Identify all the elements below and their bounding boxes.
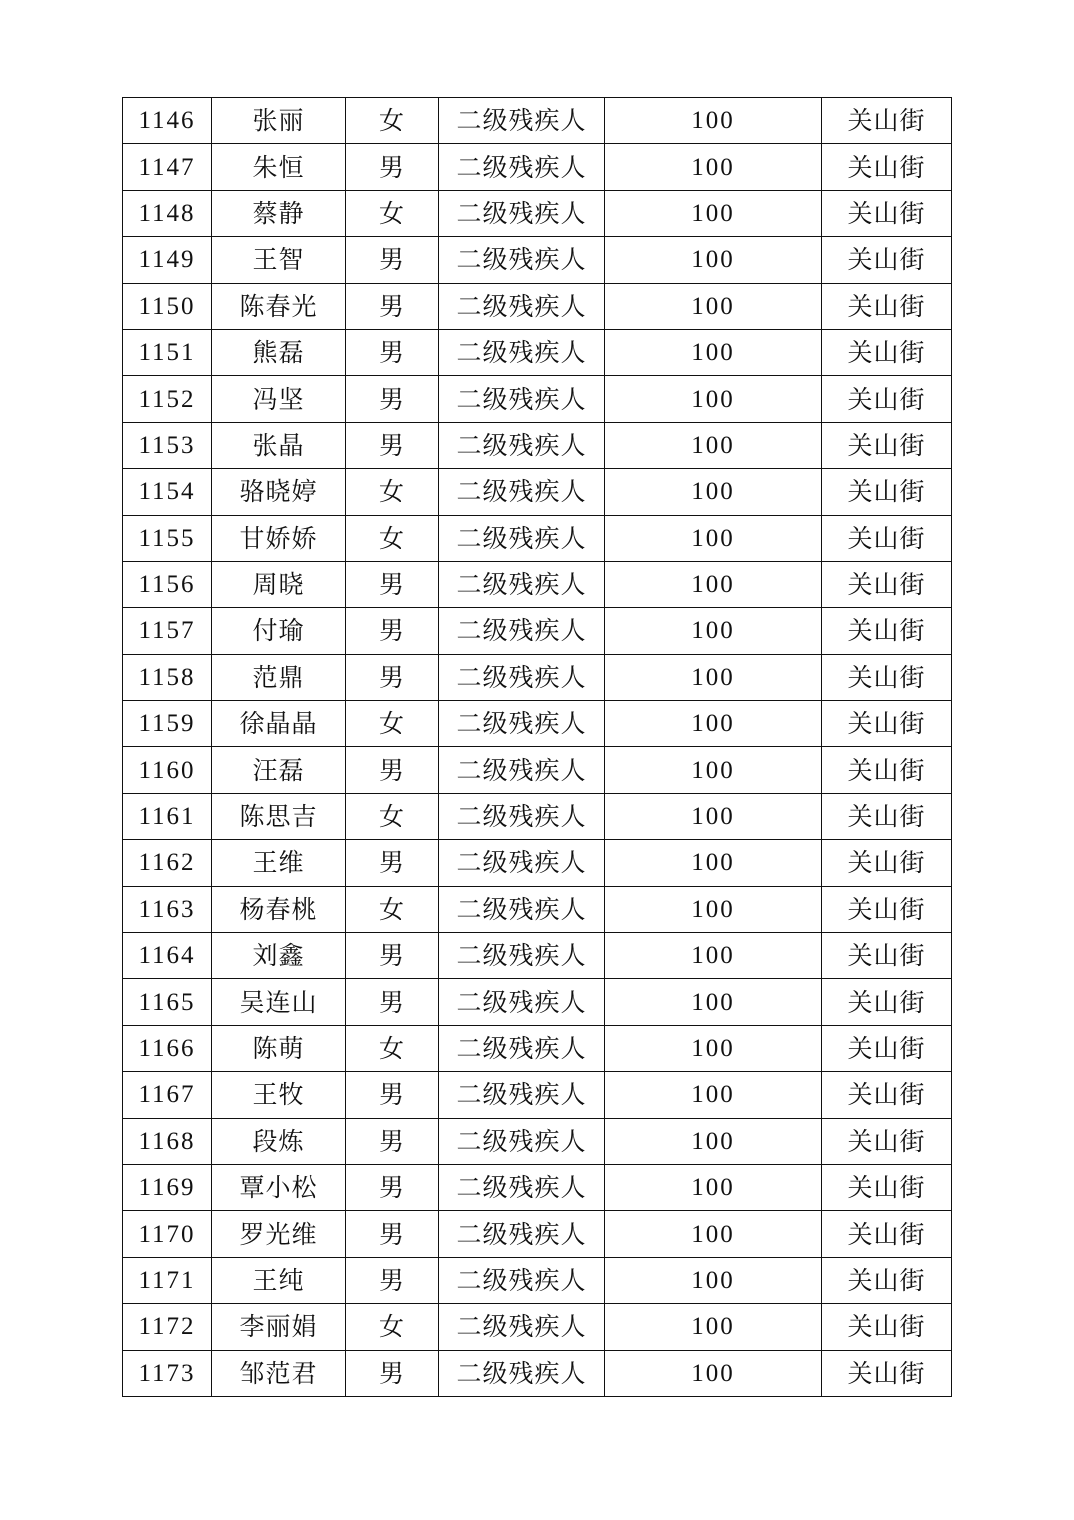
table-row — [123, 933, 952, 979]
gender-cell: 男 — [346, 1164, 439, 1210]
gender-cell: 男 — [346, 1211, 439, 1257]
name-cell: 张晶 — [212, 422, 346, 468]
street-cell: 关山街 — [822, 98, 952, 144]
disability-level-cell: 二级残疾人 — [439, 933, 605, 979]
street-cell: 关山街 — [822, 237, 952, 283]
name-cell: 吴连山 — [212, 979, 346, 1025]
street-cell: 关山街 — [822, 886, 952, 932]
disability-level-cell: 二级残疾人 — [439, 1211, 605, 1257]
disability-level-cell: 二级残疾人 — [439, 747, 605, 793]
amount-cell: 100 — [605, 1211, 822, 1257]
name-cell: 李丽娟 — [212, 1304, 346, 1350]
street-cell: 关山街 — [822, 422, 952, 468]
amount-cell: 100 — [605, 886, 822, 932]
table-body — [123, 98, 952, 1397]
street-cell: 关山街 — [822, 515, 952, 561]
street-cell: 关山街 — [822, 701, 952, 747]
table-row — [123, 190, 952, 236]
street-cell: 关山街 — [822, 1304, 952, 1350]
name-cell: 王纯 — [212, 1257, 346, 1303]
disability-level-cell: 二级残疾人 — [439, 1072, 605, 1118]
amount-cell: 100 — [605, 1304, 822, 1350]
amount-cell: 100 — [605, 1164, 822, 1210]
disability-level-cell: 二级残疾人 — [439, 283, 605, 329]
amount-cell: 100 — [605, 1025, 822, 1071]
disability-level-cell: 二级残疾人 — [439, 701, 605, 747]
disability-level-cell: 二级残疾人 — [439, 1257, 605, 1303]
street-cell: 关山街 — [822, 561, 952, 607]
serial-number-cell: 1157 — [123, 608, 212, 654]
gender-cell: 女 — [346, 190, 439, 236]
disability-level-cell: 二级残疾人 — [439, 979, 605, 1025]
gender-cell: 男 — [346, 608, 439, 654]
amount-cell: 100 — [605, 979, 822, 1025]
disability-level-cell: 二级残疾人 — [439, 1350, 605, 1396]
gender-cell: 女 — [346, 98, 439, 144]
gender-cell: 女 — [346, 793, 439, 839]
disability-level-cell: 二级残疾人 — [439, 561, 605, 607]
name-cell: 覃小松 — [212, 1164, 346, 1210]
table-row — [123, 469, 952, 515]
serial-number-cell: 1168 — [123, 1118, 212, 1164]
table-row — [123, 608, 952, 654]
disability-level-cell: 二级残疾人 — [439, 329, 605, 375]
disability-level-cell: 二级残疾人 — [439, 793, 605, 839]
disability-level-cell: 二级残疾人 — [439, 422, 605, 468]
serial-number-cell: 1163 — [123, 886, 212, 932]
gender-cell: 女 — [346, 515, 439, 561]
name-cell: 汪磊 — [212, 747, 346, 793]
table-row — [123, 283, 952, 329]
table-row — [123, 329, 952, 375]
street-cell: 关山街 — [822, 1164, 952, 1210]
gender-cell: 女 — [346, 469, 439, 515]
name-cell: 陈萌 — [212, 1025, 346, 1071]
street-cell: 关山街 — [822, 793, 952, 839]
table-row — [123, 1350, 952, 1396]
gender-cell: 男 — [346, 1350, 439, 1396]
name-cell: 王智 — [212, 237, 346, 283]
serial-number-cell: 1169 — [123, 1164, 212, 1210]
amount-cell: 100 — [605, 747, 822, 793]
serial-number-cell: 1159 — [123, 701, 212, 747]
name-cell: 陈春光 — [212, 283, 346, 329]
amount-cell: 100 — [605, 515, 822, 561]
amount-cell: 100 — [605, 793, 822, 839]
serial-number-cell: 1152 — [123, 376, 212, 422]
table-row — [123, 1164, 952, 1210]
serial-number-cell: 1149 — [123, 237, 212, 283]
gender-cell: 男 — [346, 283, 439, 329]
gender-cell: 女 — [346, 701, 439, 747]
name-cell: 张丽 — [212, 98, 346, 144]
street-cell: 关山街 — [822, 190, 952, 236]
name-cell: 徐晶晶 — [212, 701, 346, 747]
serial-number-cell: 1165 — [123, 979, 212, 1025]
amount-cell: 100 — [605, 283, 822, 329]
street-cell: 关山街 — [822, 1025, 952, 1071]
gender-cell: 男 — [346, 979, 439, 1025]
serial-number-cell: 1161 — [123, 793, 212, 839]
name-cell: 杨春桃 — [212, 886, 346, 932]
amount-cell: 100 — [605, 469, 822, 515]
street-cell: 关山街 — [822, 933, 952, 979]
table-row — [123, 886, 952, 932]
table-row — [123, 237, 952, 283]
street-cell: 关山街 — [822, 1211, 952, 1257]
amount-cell: 100 — [605, 144, 822, 190]
gender-cell: 男 — [346, 1072, 439, 1118]
amount-cell: 100 — [605, 376, 822, 422]
name-cell: 付瑜 — [212, 608, 346, 654]
name-cell: 王维 — [212, 840, 346, 886]
amount-cell: 100 — [605, 561, 822, 607]
street-cell: 关山街 — [822, 144, 952, 190]
table-row — [123, 747, 952, 793]
gender-cell: 男 — [346, 1257, 439, 1303]
table-row — [123, 422, 952, 468]
amount-cell: 100 — [605, 1118, 822, 1164]
disability-level-cell: 二级残疾人 — [439, 515, 605, 561]
serial-number-cell: 1153 — [123, 422, 212, 468]
disability-level-cell: 二级残疾人 — [439, 469, 605, 515]
table-row — [123, 144, 952, 190]
serial-number-cell: 1166 — [123, 1025, 212, 1071]
disability-level-cell: 二级残疾人 — [439, 886, 605, 932]
serial-number-cell: 1172 — [123, 1304, 212, 1350]
disability-level-cell: 二级残疾人 — [439, 1025, 605, 1071]
street-cell: 关山街 — [822, 1072, 952, 1118]
name-cell: 范鼎 — [212, 654, 346, 700]
disability-level-cell: 二级残疾人 — [439, 237, 605, 283]
amount-cell: 100 — [605, 329, 822, 375]
disability-level-cell: 二级残疾人 — [439, 1304, 605, 1350]
amount-cell: 100 — [605, 1072, 822, 1118]
serial-number-cell: 1158 — [123, 654, 212, 700]
amount-cell: 100 — [605, 190, 822, 236]
table-row — [123, 793, 952, 839]
table-row — [123, 561, 952, 607]
gender-cell: 男 — [346, 329, 439, 375]
serial-number-cell: 1173 — [123, 1350, 212, 1396]
gender-cell: 男 — [346, 144, 439, 190]
street-cell: 关山街 — [822, 1350, 952, 1396]
street-cell: 关山街 — [822, 840, 952, 886]
serial-number-cell: 1170 — [123, 1211, 212, 1257]
disability-level-cell: 二级残疾人 — [439, 376, 605, 422]
street-cell: 关山街 — [822, 747, 952, 793]
name-cell: 甘娇娇 — [212, 515, 346, 561]
serial-number-cell: 1148 — [123, 190, 212, 236]
table-row — [123, 1211, 952, 1257]
amount-cell: 100 — [605, 701, 822, 747]
name-cell: 陈思吉 — [212, 793, 346, 839]
recipient-table — [122, 97, 952, 1397]
gender-cell: 男 — [346, 654, 439, 700]
table-row — [123, 376, 952, 422]
table-row — [123, 1118, 952, 1164]
gender-cell: 男 — [346, 237, 439, 283]
table-row — [123, 701, 952, 747]
disability-level-cell: 二级残疾人 — [439, 654, 605, 700]
gender-cell: 男 — [346, 747, 439, 793]
serial-number-cell: 1146 — [123, 98, 212, 144]
table-row — [123, 1257, 952, 1303]
serial-number-cell: 1155 — [123, 515, 212, 561]
gender-cell: 男 — [346, 561, 439, 607]
table-row — [123, 654, 952, 700]
serial-number-cell: 1151 — [123, 329, 212, 375]
disability-level-cell: 二级残疾人 — [439, 98, 605, 144]
gender-cell: 男 — [346, 840, 439, 886]
table-row — [123, 979, 952, 1025]
street-cell: 关山街 — [822, 283, 952, 329]
amount-cell: 100 — [605, 933, 822, 979]
name-cell: 段炼 — [212, 1118, 346, 1164]
street-cell: 关山街 — [822, 469, 952, 515]
amount-cell: 100 — [605, 840, 822, 886]
serial-number-cell: 1171 — [123, 1257, 212, 1303]
serial-number-cell: 1167 — [123, 1072, 212, 1118]
disability-level-cell: 二级残疾人 — [439, 1164, 605, 1210]
table-row — [123, 1025, 952, 1071]
name-cell: 周晓 — [212, 561, 346, 607]
disability-level-cell: 二级残疾人 — [439, 1118, 605, 1164]
amount-cell: 100 — [605, 1350, 822, 1396]
amount-cell: 100 — [605, 98, 822, 144]
name-cell: 蔡静 — [212, 190, 346, 236]
street-cell: 关山街 — [822, 608, 952, 654]
gender-cell: 男 — [346, 376, 439, 422]
gender-cell: 女 — [346, 886, 439, 932]
disability-level-cell: 二级残疾人 — [439, 608, 605, 654]
table-row — [123, 840, 952, 886]
street-cell: 关山街 — [822, 329, 952, 375]
name-cell: 罗光维 — [212, 1211, 346, 1257]
serial-number-cell: 1147 — [123, 144, 212, 190]
street-cell: 关山街 — [822, 1257, 952, 1303]
amount-cell: 100 — [605, 608, 822, 654]
disability-level-cell: 二级残疾人 — [439, 144, 605, 190]
amount-cell: 100 — [605, 654, 822, 700]
street-cell: 关山街 — [822, 654, 952, 700]
serial-number-cell: 1164 — [123, 933, 212, 979]
disability-level-cell: 二级残疾人 — [439, 840, 605, 886]
name-cell: 冯坚 — [212, 376, 346, 422]
street-cell: 关山街 — [822, 979, 952, 1025]
name-cell: 王牧 — [212, 1072, 346, 1118]
amount-cell: 100 — [605, 1257, 822, 1303]
disability-level-cell: 二级残疾人 — [439, 190, 605, 236]
serial-number-cell: 1160 — [123, 747, 212, 793]
name-cell: 邹范君 — [212, 1350, 346, 1396]
name-cell: 骆晓婷 — [212, 469, 346, 515]
table-row — [123, 1304, 952, 1350]
gender-cell: 男 — [346, 1118, 439, 1164]
name-cell: 熊磊 — [212, 329, 346, 375]
amount-cell: 100 — [605, 422, 822, 468]
street-cell: 关山街 — [822, 1118, 952, 1164]
name-cell: 朱恒 — [212, 144, 346, 190]
table-row — [123, 98, 952, 144]
amount-cell: 100 — [605, 237, 822, 283]
table-row — [123, 1072, 952, 1118]
serial-number-cell: 1156 — [123, 561, 212, 607]
street-cell: 关山街 — [822, 376, 952, 422]
gender-cell: 女 — [346, 1304, 439, 1350]
gender-cell: 男 — [346, 422, 439, 468]
name-cell: 刘鑫 — [212, 933, 346, 979]
gender-cell: 男 — [346, 933, 439, 979]
gender-cell: 女 — [346, 1025, 439, 1071]
table-row — [123, 515, 952, 561]
serial-number-cell: 1162 — [123, 840, 212, 886]
serial-number-cell: 1150 — [123, 283, 212, 329]
serial-number-cell: 1154 — [123, 469, 212, 515]
